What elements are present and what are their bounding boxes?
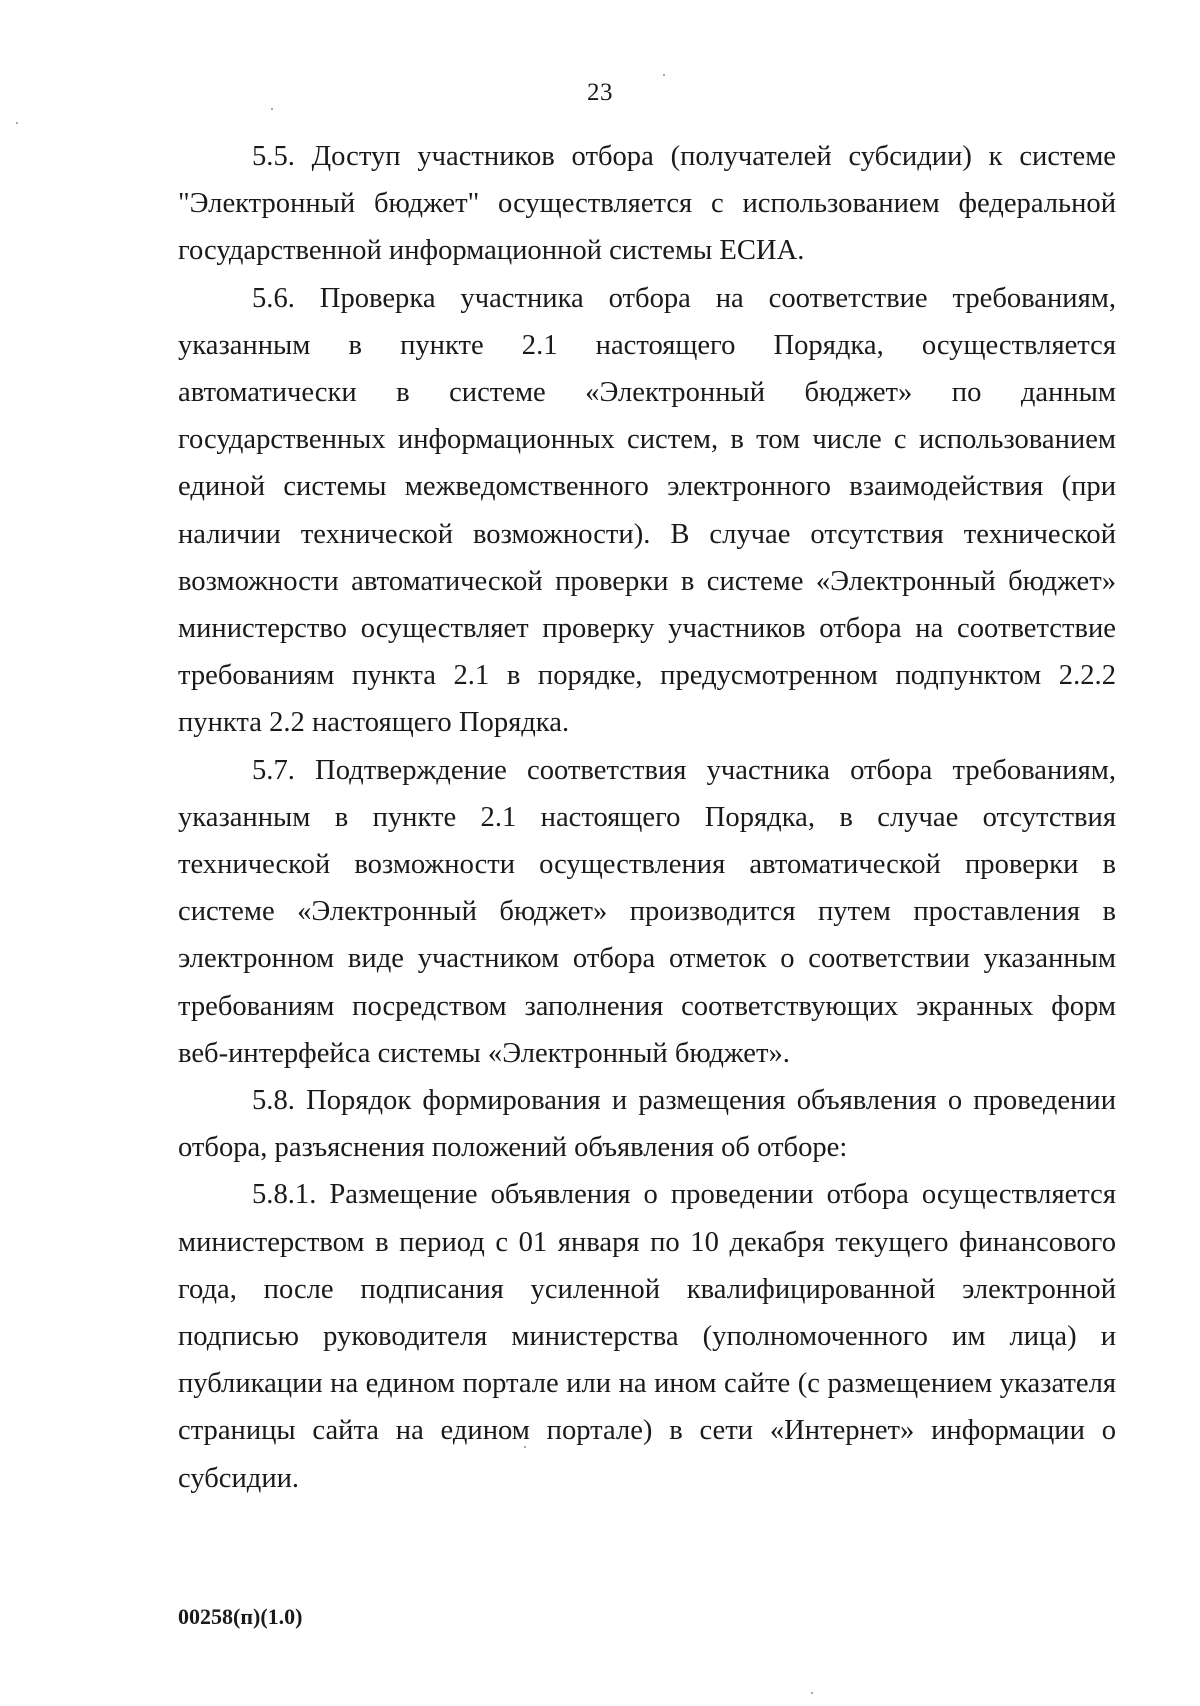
paragraph-5-8: 5.8. Порядок формирования и размещения объявления о проведении отбора, разъяснения положений объявления об отборе:	[178, 1085, 1116, 1164]
paragraph-5-8-1: 5.8.1. Размещение объявления о проведении отбора осуществляется министерством в период с 01 января по 10 декабря текущего финансового года, после подписания усиленной квалифицированной электронной подписью руководителя министерства (уполномоченного им лица) и публикации на едином портале или на ином сайте (с размещением указателя страницы сайта на едином портале) в сети «Интернет» информации о субсидии.	[178, 1179, 1116, 1494]
page-number: 23	[587, 79, 613, 106]
scan-speck	[663, 74, 665, 76]
paragraph-5-7: 5.7. Подтверждение соответствия участника отбора требованиям, указанным в пункте 2.1 настоящего Порядка, в случае отсутствия технической возможности осуществления автоматической проверки в системе «Электронный бюджет» производится путем проставления в электронном виде участником отбора отметок о соответствии указанным требованиям посредством заполнения соответствующих экранных форм веб-интерфейса системы «Электронный бюджет».	[178, 754, 1116, 1069]
paragraph-5-6: 5.6. Проверка участника отбора на соответствие требованиям, указанным в пункте 2.1 настоящего Порядка, осуществляется автоматически в системе «Электронный бюджет» по данным государственных информационных систем, в том числе с использованием единой системы межведомственного электронного взаимодействия (при наличии технической возможности). В случае отсутствия технической возможности автоматической проверки в системе «Электронный бюджет» министерство осуществляет проверку участников отбора на соответствие требованиям пункта 2.1 в порядке, предусмотренном подпунктом 2.2.2 пункта 2.2 настоящего Порядка.	[178, 282, 1116, 739]
scan-speck	[524, 1446, 526, 1448]
scan-speck	[16, 122, 18, 124]
paragraph-5-5: 5.5. Доступ участников отбора (получателей субсидии) к системе "Электронный бюджет" осуществляется с использованием федеральной государственной информационной системы ЕСИА.	[178, 141, 1116, 267]
document-body	[178, 133, 1116, 1502]
scan-speck	[271, 108, 273, 110]
footer-document-code: 00258(п)(1.0)	[178, 1604, 303, 1629]
scan-speck	[811, 1692, 813, 1694]
